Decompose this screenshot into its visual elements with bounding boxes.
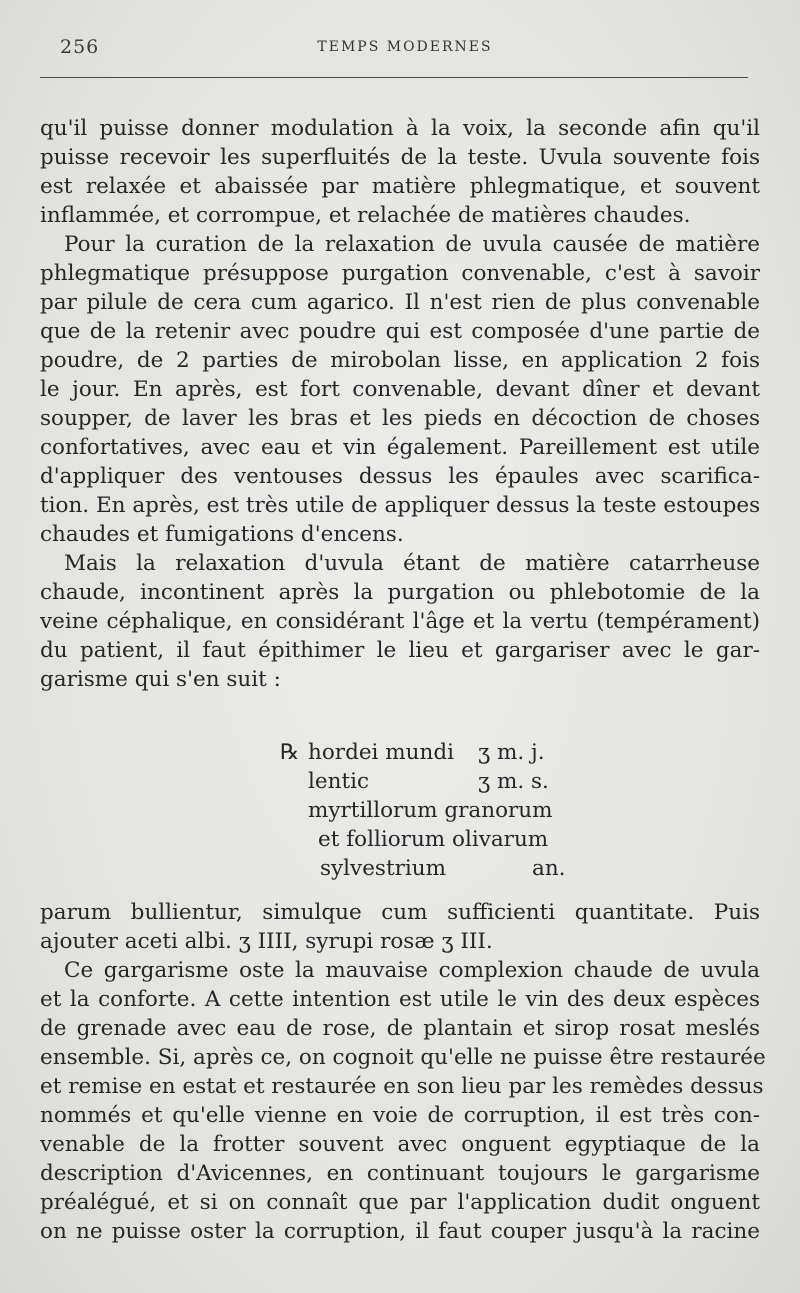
text-line: préalégué, et si on connaît que par l'application dudit onguent [40, 1190, 760, 1215]
text-line: on ne puisse oster la corruption, il faut couper jusqu'à la racine [40, 1219, 760, 1244]
text-line: veine céphalique, en considérant l'âge et la vertu (tempérament) [40, 609, 760, 634]
text-line: tion. En après, est très utile de appliquer dessus la teste estoupes [40, 493, 761, 518]
recipe-quantity: ʒ m. j. [478, 740, 545, 765]
recipe-ingredient: sylvestrium [320, 856, 446, 881]
text-line: parum bullientur, simulque cum sufficienti quantitate. Puis [40, 900, 760, 925]
text-line: ajouter aceti albi. ʒ IIII, syrupi rosæ ʒ III. [40, 929, 493, 954]
text-line: nommés et qu'elle vienne en voie de corruption, il est très con- [40, 1103, 760, 1128]
page-header [60, 36, 750, 60]
body-text-bottom [40, 898, 766, 1246]
text-line: chaude, incontinent après la purgation ou phlebotomie de la [40, 580, 760, 605]
text-line: inflammée, et corrompue, et relachée de matières chaudes. [40, 203, 691, 228]
text-line: puisse recevoir les superfluités de la teste. Uvula souvente fois [40, 145, 760, 170]
recipe-ingredient: myrtillorum granorum [308, 798, 553, 823]
text-line: ensemble. Si, après ce, on cognoit qu'elle ne puisse être restaurée [40, 1045, 766, 1070]
text-line: est relaxée et abaissée par matière phlegmatique, et souvent [40, 174, 760, 199]
recipe-ingredient: lentic [308, 769, 370, 794]
text-line: soupper, de laver les bras et les pieds en décoction de choses [40, 406, 760, 431]
recipe-block [280, 738, 600, 883]
text-line: et la conforte. A cette intention est utile le vin des deux espèces [40, 987, 760, 1012]
text-line: le jour. En après, est fort convenable, devant dîner et devant [40, 377, 760, 402]
recipe-line [280, 854, 600, 883]
text-line: Pour la curation de la relaxation de uvula causée de matière [64, 232, 760, 257]
recipe-line [280, 738, 600, 767]
text-line: Mais la relaxation d'uvula étant de matière catarrheuse [64, 551, 760, 576]
text-line: Ce gargarisme oste la mauvaise complexion chaude de uvula [64, 958, 760, 983]
body-text-top [40, 114, 760, 694]
recipe-line [280, 767, 600, 796]
recipe-line [280, 825, 600, 854]
text-line: description d'Avicennes, en continuant toujours le gargarisme [40, 1161, 760, 1186]
text-line: d'appliquer des ventouses dessus les épaules avec scarifica- [40, 464, 760, 489]
text-line: par pilule de cera cum agarico. Il n'est rien de plus convenable [40, 290, 760, 315]
text-line: phlegmatique présuppose purgation convenable, c'est à savoir [40, 261, 760, 286]
text-line: poudre, de 2 parties de mirobolan lisse, en application 2 fois [40, 348, 760, 373]
page-number: 256 [60, 36, 100, 58]
recipe-ingredient: et folliorum olivarum [318, 827, 549, 852]
recipe-quantity: ʒ m. s. [478, 769, 549, 794]
header-rule [40, 77, 748, 78]
text-line: que de la retenir avec poudre qui est composée d'une partie de [40, 319, 760, 344]
recipe-ingredient: hordei mundi [308, 740, 454, 765]
text-line: chaudes et fumigations d'encens. [40, 522, 404, 547]
recipe-quantity: an. [532, 856, 566, 881]
text-line: et remise en estat et restaurée en son lieu par les remèdes dessus [40, 1074, 764, 1099]
text-line: confortatives, avec eau et vin également. Pareillement est utile [40, 435, 760, 460]
text-line: qu'il puisse donner modulation à la voix, la seconde afin qu'il [40, 116, 760, 141]
text-line: venable de la frotter souvent avec onguent egyptiaque de la [40, 1132, 760, 1157]
rx-symbol: ℞ [280, 740, 300, 765]
text-line: garisme qui s'en suit : [40, 667, 281, 692]
text-line: de grenade avec eau de rose, de plantain et sirop rosat meslés [40, 1016, 760, 1041]
recipe-line [280, 796, 600, 825]
running-head: TEMPS MODERNES [317, 39, 493, 55]
text-line: du patient, il faut épithimer le lieu et gargariser avec le gar- [40, 638, 760, 663]
